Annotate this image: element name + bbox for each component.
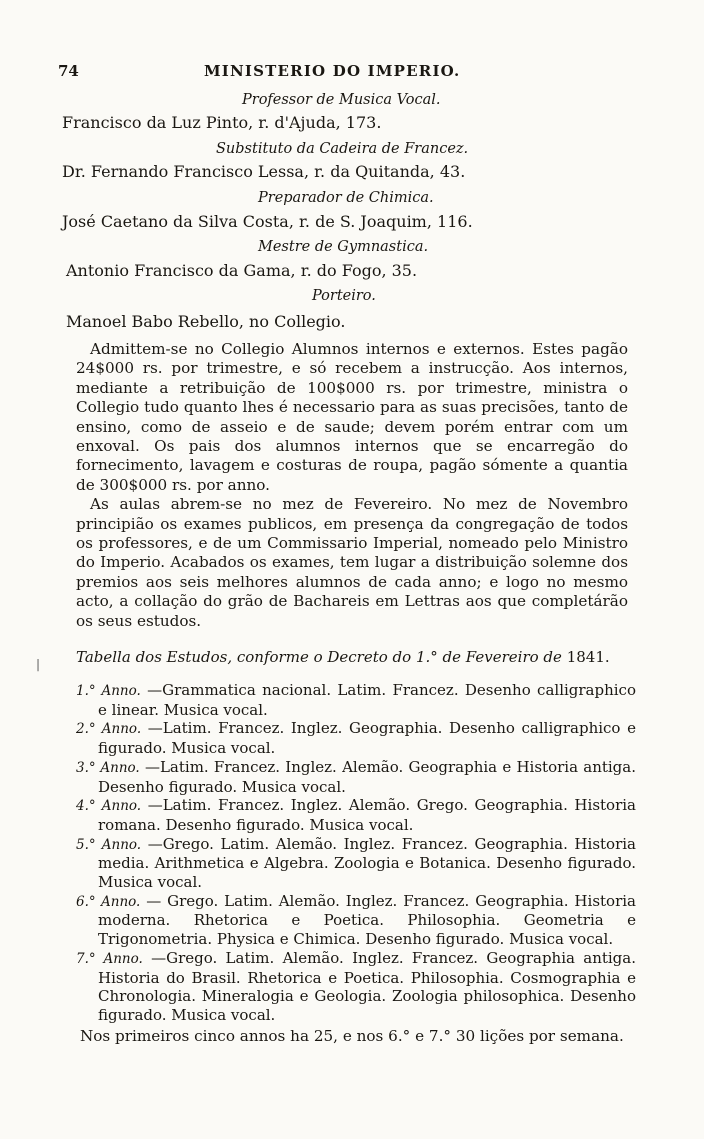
staff-name: Francisco da Luz Pinto, r. d'Ajuda, 173. [62, 113, 382, 132]
year-entry [76, 892, 636, 949]
year-entry [76, 835, 636, 892]
lessons-per-week-note: Nos primeiros cinco annos ha 25, e nos 6.° e 7.° 30 lições por semana. [80, 1027, 624, 1045]
study-table [76, 681, 636, 1025]
page-header [58, 62, 688, 84]
staff-role: Preparador de Chimica. [258, 190, 434, 206]
year-subjects: —Grego. Latim. Alemão. Inglez. Francez. Geographia antiga. Historia do Brasil. Rhetorica e Poetica. Philosophia. Cosmographia e Chronologia. Mineralogia e Geologia. Zoologia philosophica. Desenho figurado. Musica vocal. [98, 948, 636, 1024]
staff-role: Professor de Musica Vocal. [242, 92, 441, 108]
year-subjects: —Grammatica nacional. Latim. Francez. Desenho calligraphico e linear. Musica vocal. [98, 681, 636, 719]
year-label: 4.° Anno. [76, 798, 142, 815]
staff-name: Dr. Fernando Francisco Lessa, r. da Quitanda, 43. [62, 162, 466, 181]
year-subjects: —Latim. Francez. Inglez. Alemão. Geographia e Historia antiga. Desenho figurado. Musica vocal. [98, 757, 636, 796]
table-title-year: 1841. [566, 648, 610, 666]
admission-text [76, 340, 628, 631]
year-label: 7.° Anno. [76, 950, 143, 967]
year-entry [76, 796, 636, 834]
year-subjects: —Latim. Francez. Inglez. Alemão. Grego. Geographia. Historia romana. Desenho figurado. Musica vocal. [98, 796, 636, 834]
year-label: 6.° Anno. [76, 893, 141, 910]
year-entry [76, 719, 636, 757]
year-subjects: — Grego. Latim. Alemão. Inglez. Francez. Geographia. Historia moderna. Rhetorica e Poetica. Philosophia. Geometria e Trigonometria. Physica e Chimica. Desenho figurado. Musica vocal. [98, 891, 636, 949]
paragraph: Admittem-se no Collegio Alumnos internos e externos. Estes pagão 24$000 rs. por trimestre, e só recebem a instrucção. Aos internos, mediante a retribuição de 100$000 rs. por trimestre, ministra o Collegio tudo quanto lhes é necessario para as suas precisões, tanto de ensino, como de asseio e de saude; devem porém entrar com um enxoval. Os pais dos alumnos internos que se encarregão do fornecimento, lavagem e costuras de roupa, pagão sómente a quantia de 300$000 rs. por anno. [76, 340, 628, 494]
running-title: MINISTERIO DO IMPERIO. [204, 62, 461, 80]
page-number: 74 [58, 62, 79, 80]
staff-role: Mestre de Gymnastica. [258, 239, 429, 255]
staff-role: Substituto da Cadeira de Francez. [216, 141, 469, 157]
staff-name: Manoel Babo Rebello, no Collegio. [66, 312, 346, 331]
year-label: 1.° Anno. [76, 683, 141, 699]
staff-name: Antonio Francisco da Gama, r. do Fogo, 35. [66, 261, 418, 280]
table-title-text: Tabella dos Estudos, conforme o Decreto do 1.° de Fevereiro de [76, 648, 562, 666]
paragraph: As aulas abrem-se no mez de Fevereiro. No mez de Novembro principião os exames publicos, em presença da congregação de todos os professores, e de um Commissario Imperial, nomeado pelo Ministro do Imperio. Acabados os exames, tem lugar a distribuição solemne dos premios aos seis melhores alumnos de cada anno; e logo no mesmo acto, a collação do grão de Bachareis em Lettras aos que completárão os seus estudos. [76, 495, 628, 630]
staff-role: Porteiro. [312, 288, 376, 304]
staff-name: José Caetano da Silva Costa, r. de S. Joaquim, 116. [62, 212, 473, 231]
year-label: 5.° Anno. [76, 836, 142, 853]
year-label: 3.° Anno. [76, 759, 140, 776]
year-subjects: —Grego. Latim. Alemão. Inglez. Francez. Geographia. Historia media. Arithmetica e Algebra. Zoologia e Botanica. Desenho figurado. Musica vocal. [98, 834, 636, 892]
margin-mark: | [36, 657, 41, 671]
year-entry [76, 758, 636, 796]
year-subjects: —Latim. Francez. Inglez. Geographia. Desenho calligraphico e figurado. Musica vocal. [98, 719, 636, 758]
year-entry [76, 681, 636, 719]
year-label: 2.° Anno. [76, 721, 142, 738]
table-title [76, 648, 610, 666]
year-entry [76, 949, 636, 1025]
